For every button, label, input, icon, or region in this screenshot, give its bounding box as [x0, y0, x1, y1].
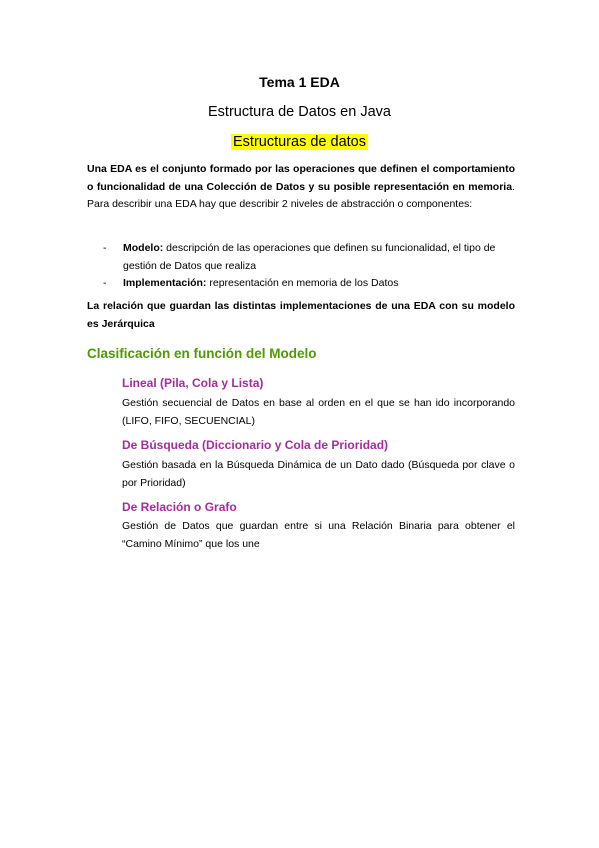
list-item-term: Implementación:: [123, 277, 207, 289]
intro-bold-text: Una EDA es el conjunto formado por las operaciones que definen el comportamiento o funcionalidad de una Colección de Datos y su posible representación en memoria: [87, 163, 515, 193]
classification-item-title: De Relación o Grafo: [122, 500, 237, 514]
list-dash: -: [103, 242, 107, 254]
classification-item-title: Lineal (Pila, Cola y Lista): [122, 376, 264, 390]
intro-normal-text: . Para describir una EDA hay que describir 2 niveles de abstracción o componentes:: [87, 180, 515, 210]
classification-item-text: Gestión basada en la Búsqueda Dinámica de un Dato dado (Búsqueda por clave o por Prioridad): [122, 459, 515, 489]
list-dash: -: [103, 277, 107, 289]
section-title: Estructuras de datos: [233, 134, 366, 150]
list-item-term: Modelo:: [123, 242, 164, 254]
classification-item-text: Gestión de Datos que guardan entre si una Relación Binaria para obtener el “Camino Mínimo” que los une: [122, 520, 515, 550]
document-title: Tema 1 EDA: [259, 74, 340, 90]
classification-item-text: Gestión secuencial de Datos en base al orden en el que se han ido incorporando (LIFO, FIFO, SECUENCIAL): [122, 397, 515, 427]
document-subtitle: Estructura de Datos en Java: [208, 104, 391, 120]
relation-paragraph: La relación que guardan las distintas implementaciones de una EDA con su modelo es Jerárquica: [87, 300, 515, 330]
components-list: [87, 240, 515, 293]
list-item: [87, 275, 515, 293]
list-item-text: descripción de las operaciones que definen su funcionalidad, el tipo de gestión de Datos que realiza: [123, 242, 496, 272]
classification-heading: Clasificación en función del Modelo: [87, 346, 317, 361]
list-item-text: representación en memoria de los Datos: [206, 277, 399, 289]
section-title-wrapper: [0, 134, 599, 150]
classification-item-title: De Búsqueda (Diccionario y Cola de Prioridad): [122, 438, 389, 452]
list-item: [87, 240, 515, 275]
intro-paragraph: [87, 161, 515, 214]
